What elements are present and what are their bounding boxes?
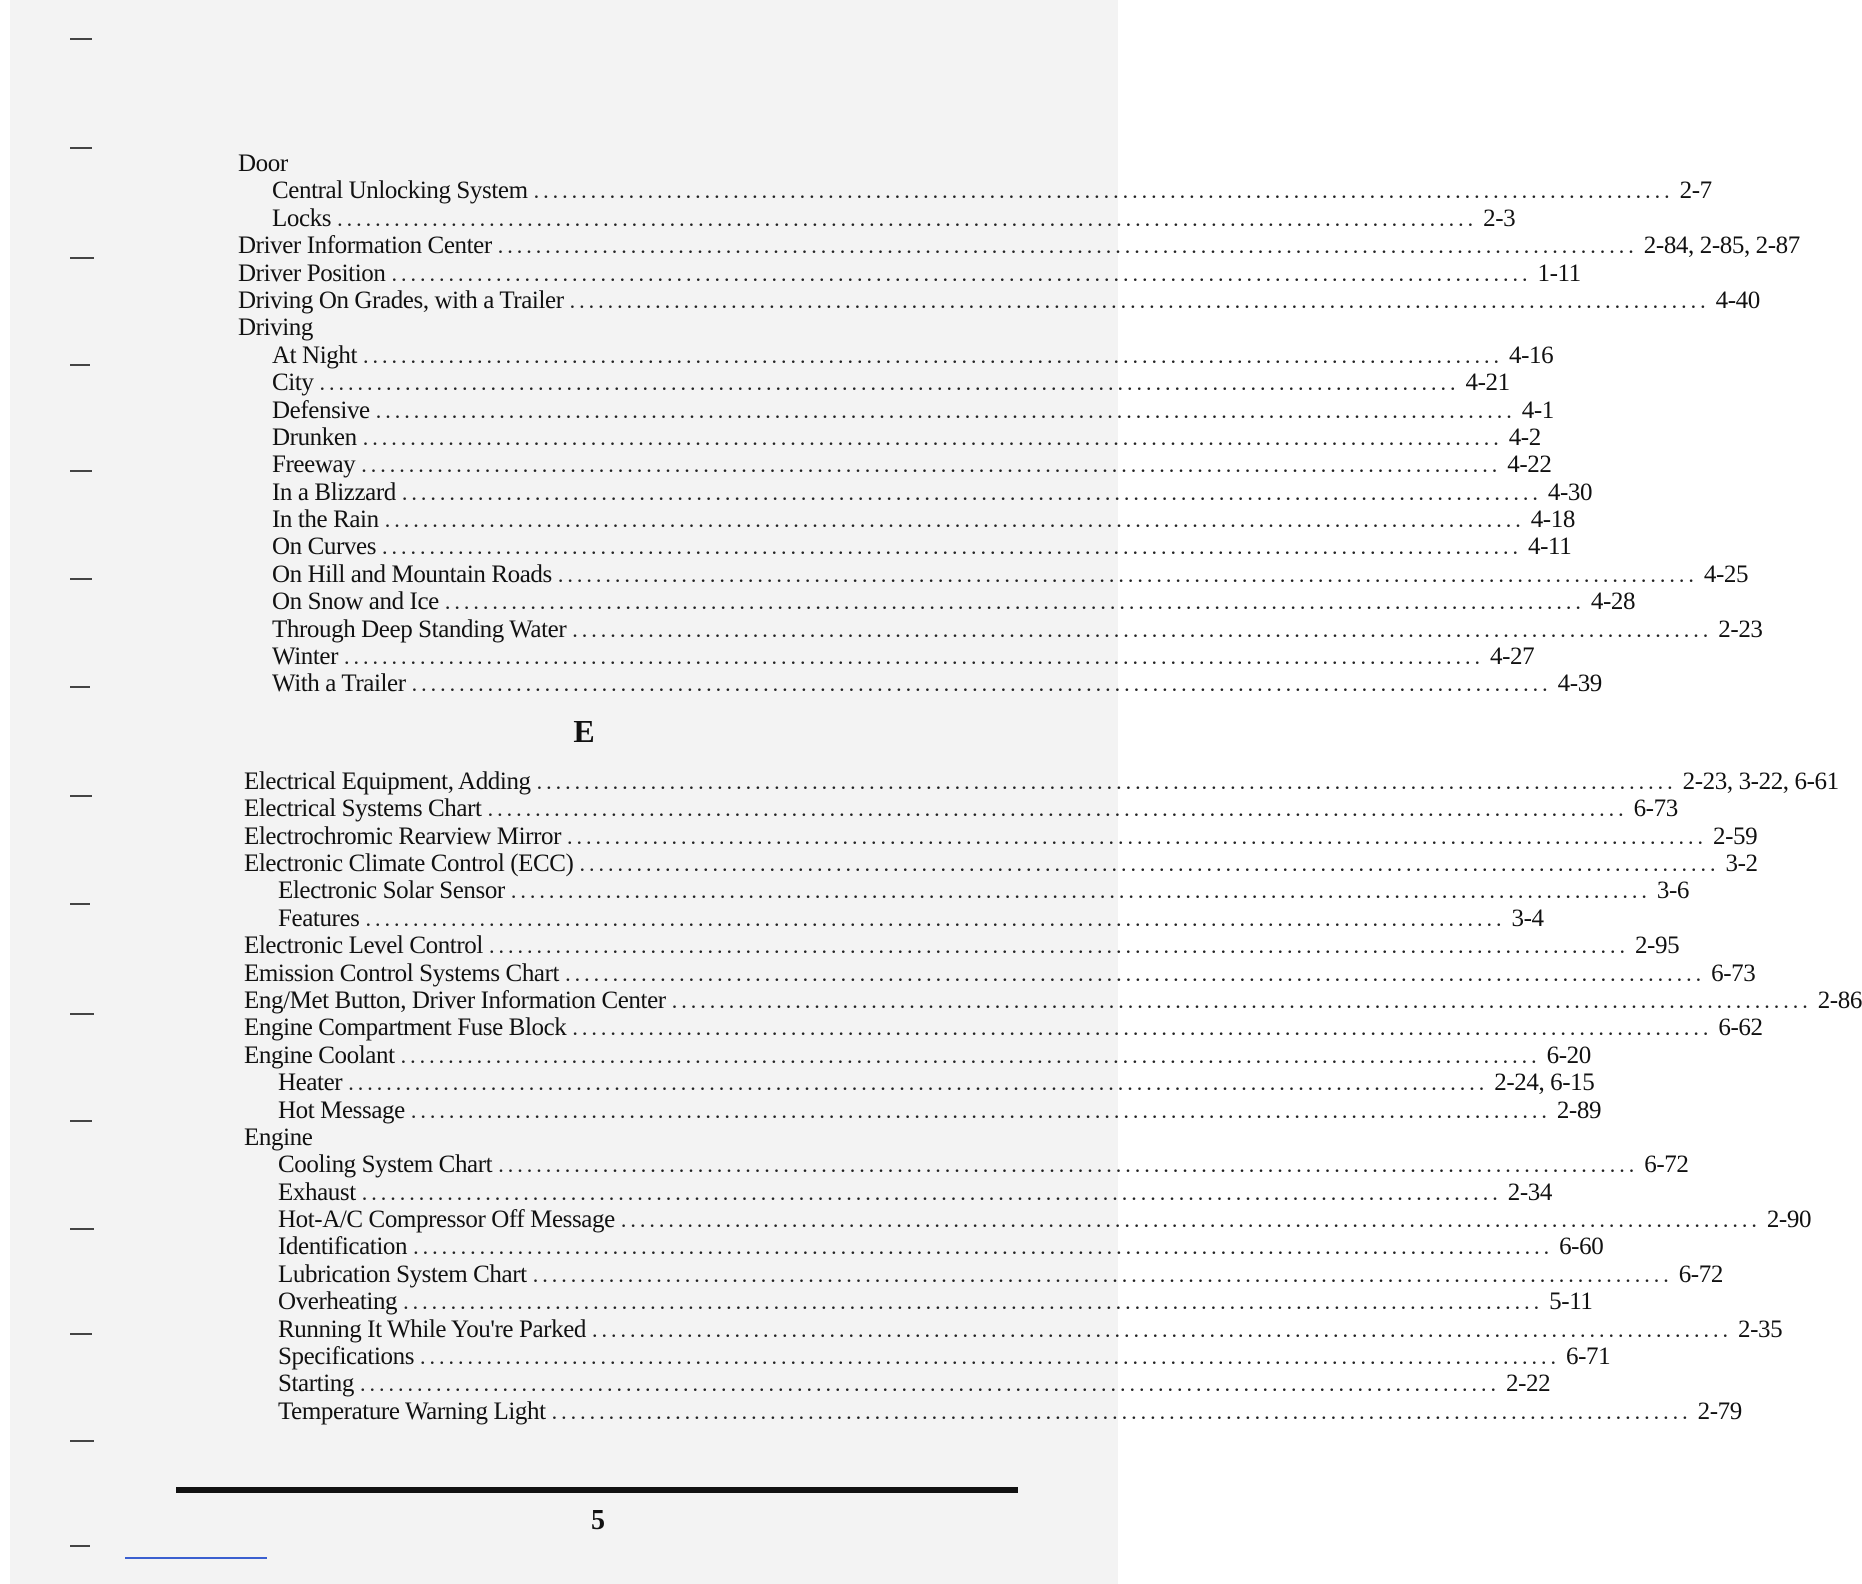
entry-label: Eng/Met Button, Driver Information Center	[244, 986, 666, 1014]
entry-page-ref: 4-22	[1507, 451, 1552, 479]
page-number: 5	[591, 1505, 605, 1536]
dot-leader: ........................................................................................................................	[498, 1152, 1639, 1178]
entry-page-ref: 3-4	[1511, 904, 1544, 932]
dot-leader: ........................................................................................................................	[551, 1398, 1692, 1424]
entry-label: Driver Position	[238, 259, 386, 287]
entry-label: Electrical Systems Chart	[244, 795, 482, 823]
entry-page-ref: 2-59	[1713, 822, 1758, 850]
index-subentry	[244, 1288, 1593, 1316]
entry-page-ref: 2-86	[1817, 986, 1862, 1014]
index-subentry	[238, 533, 1572, 561]
entry-page-ref: 2-24, 6-15	[1494, 1069, 1595, 1097]
dot-leader: ........................................................................................................................	[410, 1097, 1551, 1123]
entry-page-ref: 1-11	[1537, 259, 1581, 287]
entry-label: Central Unlocking System	[272, 177, 528, 205]
index-subentry	[238, 560, 1749, 588]
index-subentry	[244, 1370, 1551, 1398]
dot-leader: ........................................................................................................................	[532, 1261, 1673, 1287]
dot-leader: ........................................................................................................................	[579, 850, 1720, 876]
entry-label: Electrochromic Rearview Mirror	[244, 822, 562, 850]
index-subentry	[244, 1151, 1689, 1179]
dot-leader: ........................................................................................................................	[572, 1015, 1713, 1041]
entry-label: On Hill and Mountain Roads	[272, 560, 552, 588]
entry-label: At Night	[272, 341, 357, 369]
entry-page-ref: 2-34	[1507, 1178, 1552, 1206]
index-entry	[238, 259, 1581, 287]
entry-page-ref: 2-23, 3-22, 6-61	[1682, 767, 1839, 795]
entry-page-ref: 2-90	[1766, 1206, 1812, 1234]
entry-page-ref: 4-27	[1490, 643, 1535, 671]
dot-leader: ........................................................................................................................	[671, 987, 1812, 1013]
entry-page-ref: 4-28	[1590, 588, 1636, 616]
entry-page-ref: 4-1	[1521, 396, 1554, 424]
dot-leader: ........................................................................................................................	[384, 507, 1525, 533]
index-entry	[244, 932, 1680, 960]
bottom-rule	[176, 1487, 1018, 1493]
entry-label: Electronic Climate Control (ECC)	[244, 849, 574, 877]
index-entry	[238, 232, 1800, 260]
index-subentry	[238, 423, 1541, 451]
dot-leader: ........................................................................................................................	[533, 178, 1674, 204]
index-entry	[244, 959, 1756, 987]
entry-label: Door	[238, 150, 288, 177]
dot-leader: ........................................................................................................................	[413, 1234, 1554, 1260]
entry-page-ref: 2-23	[1718, 615, 1763, 643]
entry-label: Winter	[272, 643, 339, 671]
entry-label: Defensive	[272, 396, 370, 424]
dot-leader: ........................................................................................................................	[382, 534, 1523, 560]
dot-leader: ........................................................................................................................	[344, 644, 1485, 670]
entry-page-ref: 2-3	[1483, 204, 1516, 232]
entry-label: Drunken	[272, 423, 357, 451]
index-entry	[244, 849, 1758, 877]
entry-page-ref: 2-79	[1697, 1397, 1742, 1425]
dot-leader: ........................................................................................................................	[420, 1344, 1561, 1370]
index-entry	[244, 767, 1839, 795]
entry-label: Heater	[278, 1069, 343, 1097]
entry-label: Engine Coolant	[244, 1041, 395, 1069]
entry-label: Electrical Equipment, Adding	[244, 767, 531, 795]
index-subentry	[244, 904, 1544, 932]
entry-page-ref: 2-89	[1556, 1096, 1602, 1124]
entry-page-ref: 3-2	[1725, 849, 1758, 877]
entry-page-ref: 4-11	[1528, 533, 1572, 561]
entry-page-ref: 6-73	[1711, 959, 1756, 987]
entry-page-ref: 2-84, 2-85, 2-87	[1643, 232, 1800, 260]
corner-line	[125, 1557, 267, 1559]
entry-label: Freeway	[272, 451, 356, 479]
index-subentry	[238, 615, 1763, 643]
index-list	[238, 150, 1862, 1425]
dot-leader: ........................................................................................................................	[361, 1179, 1502, 1205]
entry-page-ref: 4-40	[1715, 286, 1760, 314]
dot-leader: ........................................................................................................................	[319, 370, 1460, 396]
dot-leader: ........................................................................................................................	[400, 1042, 1541, 1068]
entry-page-ref: 4-2	[1508, 423, 1541, 451]
dot-leader: ........................................................................................................................	[565, 960, 1706, 986]
index-entry	[244, 822, 1758, 850]
entry-label: Hot Message	[278, 1096, 405, 1124]
index-subentry	[244, 1069, 1595, 1097]
entry-page-ref: 4-39	[1557, 670, 1602, 698]
dot-leader: ........................................................................................................................	[487, 796, 1628, 822]
entry-label: Hot-A/C Compressor Off Message	[278, 1206, 615, 1234]
dot-leader: ........................................................................................................................	[497, 233, 1638, 259]
entry-label: Through Deep Standing Water	[272, 615, 567, 643]
index-group-d	[238, 150, 1800, 698]
entry-label: Features	[278, 904, 360, 932]
index-group-e	[238, 767, 1862, 1425]
index-subentry	[238, 643, 1535, 671]
entry-label: Running It While You're Parked	[278, 1315, 586, 1343]
index-subentry	[238, 177, 1712, 205]
dot-leader: ........................................................................................................................	[444, 589, 1585, 615]
entry-label: Identification	[278, 1233, 408, 1261]
dot-leader: ........................................................................................................................	[391, 260, 1532, 286]
entry-label: Electronic Solar Sensor	[278, 877, 505, 905]
index-subentry	[244, 1233, 1604, 1261]
entry-page-ref: 6-60	[1559, 1233, 1604, 1261]
entry-page-ref: 6-62	[1718, 1014, 1763, 1042]
index-subentry	[244, 1260, 1723, 1288]
entry-page-ref: 6-20	[1546, 1041, 1591, 1069]
index-subentry	[238, 588, 1636, 616]
index-subentry	[244, 1096, 1602, 1124]
entry-label: Engine Compartment Fuse Block	[244, 1014, 567, 1042]
index-heading	[244, 1124, 910, 1151]
entry-label: City	[272, 369, 314, 397]
entry-label: With a Trailer	[272, 670, 406, 698]
index-heading	[238, 150, 910, 177]
entry-page-ref: 2-35	[1738, 1315, 1783, 1343]
entry-page-ref: 6-71	[1566, 1343, 1611, 1371]
dot-leader: ........................................................................................................................	[536, 768, 1677, 794]
index-subentry	[238, 341, 1554, 369]
index-entry	[244, 1014, 1763, 1042]
entry-label: Engine	[244, 1123, 313, 1151]
entry-page-ref: 4-30	[1547, 478, 1593, 506]
dot-leader: ........................................................................................................................	[363, 342, 1503, 368]
entry-page-ref: 6-72	[1678, 1260, 1723, 1288]
dot-leader: ........................................................................................................................	[510, 878, 1651, 904]
index-subentry	[244, 1178, 1552, 1206]
index-subentry	[244, 1343, 1611, 1371]
dot-leader: ........................................................................................................................	[348, 1070, 1489, 1096]
margin-tick-marks	[70, 0, 100, 1584]
dot-leader: ........................................................................................................................	[569, 287, 1710, 313]
index-entry	[244, 986, 1862, 1014]
index-entry	[244, 795, 1678, 823]
entry-page-ref: 4-25	[1703, 560, 1749, 588]
dot-leader: ........................................................................................................................	[403, 1289, 1544, 1315]
entry-label: Driving On Grades, with a Trailer	[238, 286, 564, 314]
entry-label: In the Rain	[272, 506, 379, 534]
section-letter-heading: E	[573, 712, 595, 749]
entry-page-ref: 6-72	[1644, 1151, 1689, 1179]
entry-label: Emission Control Systems Chart	[244, 959, 560, 987]
dot-leader: ........................................................................................................................	[557, 561, 1698, 587]
index-subentry	[244, 1315, 1783, 1343]
entry-label: Electronic Level Control	[244, 932, 483, 960]
index-subentry	[238, 451, 1552, 479]
dot-leader: ........................................................................................................................	[337, 205, 1478, 231]
dot-leader: ........................................................................................................................	[401, 479, 1542, 505]
index-page	[10, 0, 1862, 1584]
index-heading	[238, 314, 910, 341]
index-entry	[244, 1041, 1591, 1069]
dot-leader: ........................................................................................................................	[572, 616, 1713, 642]
entry-label: On Curves	[272, 533, 377, 561]
entry-label: Locks	[272, 204, 332, 232]
index-subentry	[238, 369, 1510, 397]
index-subentry	[238, 670, 1602, 698]
entry-page-ref: 2-95	[1634, 932, 1680, 960]
dot-leader: ........................................................................................................................	[620, 1207, 1761, 1233]
index-subentry	[238, 204, 1516, 232]
index-subentry	[238, 506, 1575, 534]
dot-leader: ........................................................................................................................	[592, 1316, 1732, 1342]
entry-label: Overheating	[278, 1288, 398, 1316]
entry-label: Exhaust	[278, 1178, 356, 1206]
dot-leader: ........................................................................................................................	[375, 397, 1516, 423]
index-subentry	[244, 1397, 1742, 1425]
dot-leader: ........................................................................................................................	[359, 1371, 1500, 1397]
entry-page-ref: 5-11	[1549, 1288, 1593, 1316]
entry-label: Starting	[278, 1370, 354, 1398]
entry-page-ref: 4-18	[1530, 506, 1575, 534]
index-subentry	[238, 396, 1554, 424]
dot-leader: ........................................................................................................................	[361, 452, 1502, 478]
entry-label: Driver Information Center	[238, 232, 492, 260]
entry-label: Temperature Warning Light	[278, 1397, 546, 1425]
entry-label: Cooling System Chart	[278, 1151, 493, 1179]
entry-label: In a Blizzard	[272, 478, 396, 506]
entry-label: Lubrication System Chart	[278, 1260, 527, 1288]
entry-page-ref: 4-21	[1465, 369, 1510, 397]
index-entry	[238, 286, 1760, 314]
entry-page-ref: 2-22	[1505, 1370, 1551, 1398]
entry-page-ref: 6-73	[1633, 795, 1678, 823]
dot-leader: ........................................................................................................................	[362, 424, 1503, 450]
dot-leader: ........................................................................................................................	[365, 905, 1506, 931]
dot-leader: ........................................................................................................................	[488, 933, 1629, 959]
entry-page-ref: 2-7	[1679, 177, 1712, 205]
dot-leader: ........................................................................................................................	[411, 671, 1552, 697]
entry-page-ref: 3-6	[1656, 877, 1689, 905]
entry-page-ref: 4-16	[1509, 341, 1554, 369]
dot-leader: ........................................................................................................................	[567, 823, 1708, 849]
entry-label: Driving	[238, 314, 313, 342]
index-subentry	[238, 478, 1593, 506]
index-subentry	[244, 877, 1689, 905]
entry-label: Specifications	[278, 1343, 415, 1371]
entry-label: On Snow and Ice	[272, 588, 439, 616]
index-subentry	[244, 1206, 1812, 1234]
